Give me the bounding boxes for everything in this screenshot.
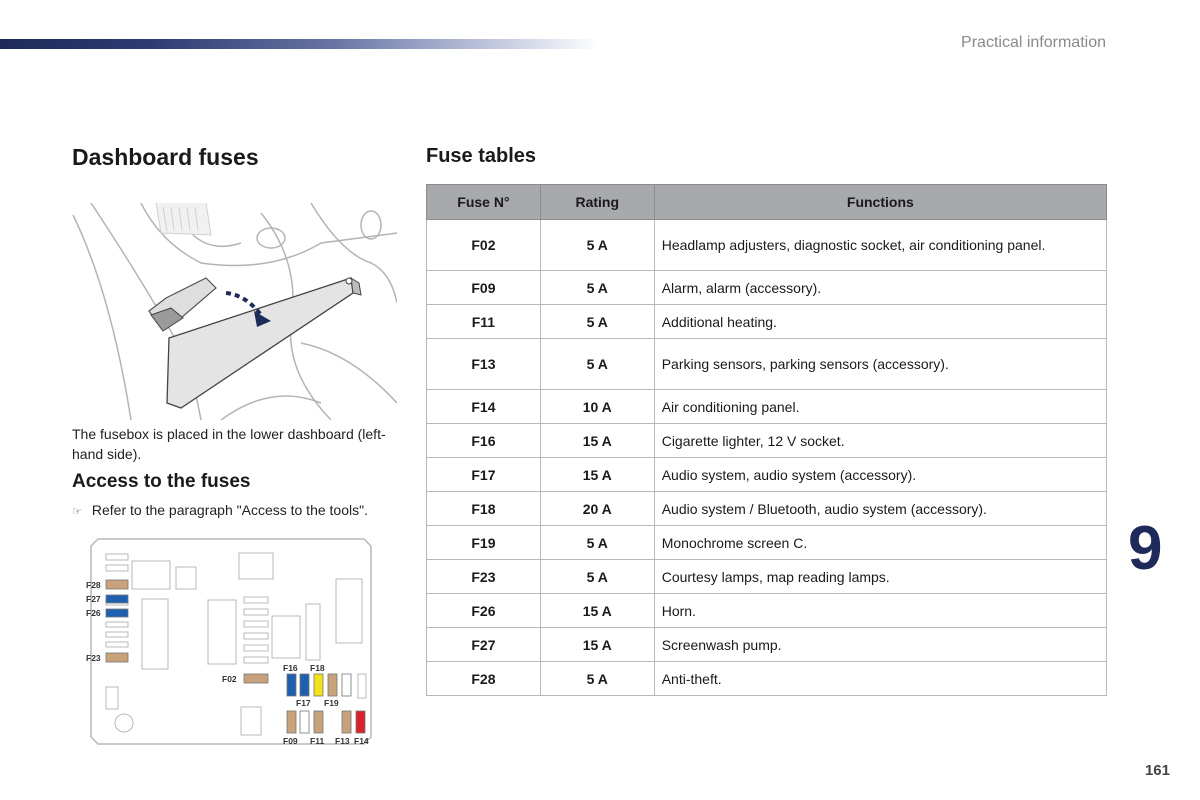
table-row bbox=[427, 424, 1107, 458]
fuse-rating: 15 A bbox=[540, 458, 654, 492]
fuse-tables-heading: Fuse tables bbox=[426, 145, 537, 167]
diagram-label-f02: F02 bbox=[222, 674, 237, 684]
access-instruction-text: Refer to the paragraph "Access to the tools". bbox=[91, 502, 368, 518]
table-row bbox=[427, 526, 1107, 560]
table-row bbox=[427, 305, 1107, 339]
diagram-label-f14: F14 bbox=[354, 736, 369, 746]
fuse-number: F11 bbox=[427, 305, 541, 339]
fuse-function: Monochrome screen C. bbox=[654, 526, 1106, 560]
fuse-rating: 10 A bbox=[540, 390, 654, 424]
fuse-function: Cigarette lighter, 12 V socket. bbox=[654, 424, 1106, 458]
fuse-number: F02 bbox=[427, 220, 541, 271]
fuse-function: Parking sensors, parking sensors (accessory). bbox=[654, 339, 1106, 390]
page-number: 161 bbox=[1144, 762, 1170, 779]
fuse-rating: 15 A bbox=[540, 424, 654, 458]
fuse-function: Horn. bbox=[654, 594, 1106, 628]
diagram-label-f19: F19 bbox=[324, 698, 339, 708]
fuse-number: F09 bbox=[427, 271, 541, 305]
page-title: Dashboard fuses bbox=[72, 144, 259, 170]
dashboard-fusebox-drawing bbox=[71, 203, 397, 420]
dashboard-illustration bbox=[71, 203, 397, 420]
access-instruction bbox=[72, 501, 402, 521]
fusebox-layout-drawing bbox=[84, 537, 384, 747]
fuse-rating: 15 A bbox=[540, 628, 654, 662]
table-row bbox=[427, 458, 1107, 492]
fuse-function: Audio system / Bluetooth, audio system (accessory). bbox=[654, 492, 1106, 526]
diagram-label-f26: F26 bbox=[86, 608, 101, 618]
diagram-label-f13: F13 bbox=[335, 736, 350, 746]
fuse-number: F16 bbox=[427, 424, 541, 458]
fuse-function: Air conditioning panel. bbox=[654, 390, 1106, 424]
diagram-label-f23: F23 bbox=[86, 653, 101, 663]
fuse-rating: 5 A bbox=[540, 220, 654, 271]
column-header-functions: Functions bbox=[654, 185, 1106, 220]
table-row bbox=[427, 594, 1107, 628]
column-header-fuse: Fuse N° bbox=[427, 185, 541, 220]
fuse-number: F26 bbox=[427, 594, 541, 628]
diagram-label-f28: F28 bbox=[86, 580, 101, 590]
fusebox-diagram bbox=[84, 537, 384, 747]
column-header-rating: Rating bbox=[540, 185, 654, 220]
fusebox-location-caption: The fusebox is placed in the lower dashboard (left-hand side). bbox=[72, 426, 386, 462]
fuse-function: Courtesy lamps, map reading lamps. bbox=[654, 560, 1106, 594]
fuse-number: F17 bbox=[427, 458, 541, 492]
table-row bbox=[427, 271, 1107, 305]
fuse-function: Audio system, audio system (accessory). bbox=[654, 458, 1106, 492]
fuse-rating: 5 A bbox=[540, 305, 654, 339]
fuse-rating: 5 A bbox=[540, 526, 654, 560]
fuse-function: Anti-theft. bbox=[654, 662, 1106, 696]
fuse-rating: 5 A bbox=[540, 271, 654, 305]
fuse-rating: 5 A bbox=[540, 662, 654, 696]
fuse-rating: 15 A bbox=[540, 594, 654, 628]
fuse-number: F14 bbox=[427, 390, 541, 424]
table-row bbox=[427, 390, 1107, 424]
fuse-number: F23 bbox=[427, 560, 541, 594]
fuse-function: Additional heating. bbox=[654, 305, 1106, 339]
fuse-number: F13 bbox=[427, 339, 541, 390]
fuse-function: Screenwash pump. bbox=[654, 628, 1106, 662]
fuse-rating: 20 A bbox=[540, 492, 654, 526]
diagram-label-f16: F16 bbox=[283, 663, 298, 673]
diagram-label-f17: F17 bbox=[296, 698, 311, 708]
table-row bbox=[427, 662, 1107, 696]
fuse-table bbox=[426, 184, 1107, 696]
fuse-function: Alarm, alarm (accessory). bbox=[654, 271, 1106, 305]
fuse-rating: 5 A bbox=[540, 339, 654, 390]
fuse-table-header bbox=[427, 185, 1107, 220]
table-row bbox=[427, 628, 1107, 662]
diagram-label-f11: F11 bbox=[310, 736, 325, 746]
table-row bbox=[427, 560, 1107, 594]
table-row bbox=[427, 220, 1107, 271]
access-heading: Access to the fuses bbox=[72, 471, 251, 492]
hand-pointer-icon: ☞ bbox=[72, 506, 82, 518]
diagram-label-f27: F27 bbox=[86, 594, 101, 604]
chapter-number: 9 bbox=[1128, 514, 1163, 583]
fuse-rating: 5 A bbox=[540, 560, 654, 594]
header-gradient-bar bbox=[0, 39, 600, 49]
section-label: Practical information bbox=[961, 34, 1106, 51]
fuse-number: F27 bbox=[427, 628, 541, 662]
fuse-function: Headlamp adjusters, diagnostic socket, air conditioning panel. bbox=[654, 220, 1106, 271]
fuse-number: F28 bbox=[427, 662, 541, 696]
table-row bbox=[427, 492, 1107, 526]
fuse-number: F19 bbox=[427, 526, 541, 560]
table-row bbox=[427, 339, 1107, 390]
diagram-label-f09: F09 bbox=[283, 736, 298, 746]
fuse-number: F18 bbox=[427, 492, 541, 526]
diagram-label-f18: F18 bbox=[310, 663, 325, 673]
